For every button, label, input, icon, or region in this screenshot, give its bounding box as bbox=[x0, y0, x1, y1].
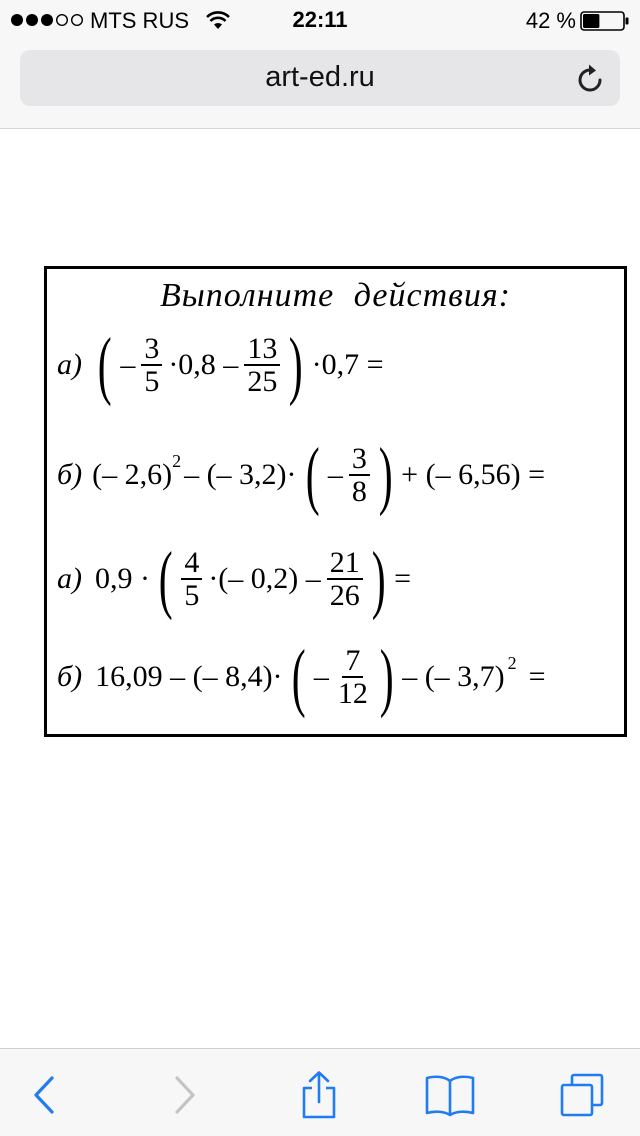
browser-address-area bbox=[0, 40, 640, 129]
right-parenthesis: ) bbox=[289, 323, 303, 407]
clock: 22:11 bbox=[292, 7, 348, 32]
reload-icon[interactable] bbox=[576, 62, 606, 94]
numerator: 3 bbox=[141, 333, 162, 367]
denominator: 5 bbox=[144, 365, 160, 398]
item-label: б) bbox=[57, 458, 83, 491]
expression-a2 bbox=[57, 537, 414, 621]
expression-text: 16,09 – (– 8,4)· bbox=[95, 660, 283, 693]
status-bar bbox=[0, 0, 640, 40]
fraction bbox=[327, 547, 363, 612]
numerator: 13 bbox=[244, 333, 280, 367]
left-parenthesis: ( bbox=[97, 323, 112, 407]
fraction bbox=[141, 333, 162, 398]
back-arrow-icon bbox=[32, 1075, 56, 1115]
left-parenthesis: ( bbox=[158, 537, 173, 621]
expression-text: = bbox=[528, 660, 546, 693]
left-parenthesis: ( bbox=[305, 433, 320, 517]
minus-sign: – bbox=[327, 458, 343, 491]
numerator: 21 bbox=[327, 547, 363, 581]
expression-b2 bbox=[57, 635, 549, 719]
item-label: а) bbox=[57, 348, 82, 381]
minus-sign: – bbox=[120, 348, 136, 381]
denominator: 8 bbox=[351, 475, 367, 508]
expression-text: + (– 6,56) = bbox=[401, 458, 545, 491]
denominator: 25 bbox=[247, 365, 278, 398]
numerator: 3 bbox=[349, 443, 370, 477]
browser-toolbar bbox=[0, 1048, 640, 1136]
expression-a1 bbox=[57, 323, 387, 407]
bookmarks-icon bbox=[424, 1073, 476, 1117]
fraction bbox=[349, 443, 370, 508]
url-text[interactable]: art-ed.ru bbox=[265, 61, 375, 93]
carrier-name: MTS RUS bbox=[90, 8, 189, 33]
expression-text: – (– 3,7) bbox=[402, 660, 505, 693]
fraction bbox=[181, 547, 202, 612]
expression-b1 bbox=[57, 433, 548, 517]
bookmarks-button[interactable] bbox=[423, 1071, 477, 1119]
numerator: 4 bbox=[181, 547, 202, 581]
denominator: 26 bbox=[329, 579, 360, 612]
battery-percentage: 42 % bbox=[525, 8, 576, 33]
denominator: 12 bbox=[337, 677, 368, 710]
expression-text: ·0,7 = bbox=[311, 348, 384, 381]
tabs-button[interactable] bbox=[555, 1071, 609, 1119]
right-parenthesis: ) bbox=[379, 635, 394, 719]
fraction bbox=[244, 333, 280, 398]
left-parenthesis: ( bbox=[291, 635, 306, 719]
share-icon bbox=[299, 1070, 339, 1120]
denominator: 5 bbox=[184, 579, 200, 612]
right-parenthesis: ) bbox=[371, 537, 386, 621]
right-parenthesis: ) bbox=[378, 433, 393, 517]
forward-button[interactable] bbox=[158, 1071, 212, 1119]
forward-arrow-icon bbox=[173, 1075, 197, 1115]
item-label: б) bbox=[57, 660, 83, 693]
fraction bbox=[335, 645, 371, 710]
exercise-title: Выполните действия: bbox=[159, 277, 512, 314]
exponent: 2 bbox=[172, 450, 182, 471]
exponent: 2 bbox=[507, 652, 517, 673]
numerator: 7 bbox=[342, 645, 363, 679]
minus-sign: – bbox=[313, 660, 329, 693]
battery-icon bbox=[580, 11, 630, 31]
expression-text: (– 2,6) bbox=[92, 458, 173, 491]
tabs-icon bbox=[558, 1071, 606, 1119]
page-content bbox=[0, 130, 640, 1048]
expression-text: ·(– 0,2) – bbox=[208, 562, 321, 595]
address-bar[interactable] bbox=[20, 50, 620, 106]
expression-text: ·0,8 – bbox=[168, 348, 239, 381]
back-button[interactable] bbox=[17, 1071, 71, 1119]
expression-text: = bbox=[394, 562, 412, 595]
item-label: а) bbox=[57, 562, 82, 595]
exercise-box bbox=[44, 266, 627, 737]
expression-text: – (– 3,2)· bbox=[184, 458, 297, 491]
share-button[interactable] bbox=[292, 1071, 346, 1119]
expression-text: 0,9 · bbox=[95, 562, 150, 595]
